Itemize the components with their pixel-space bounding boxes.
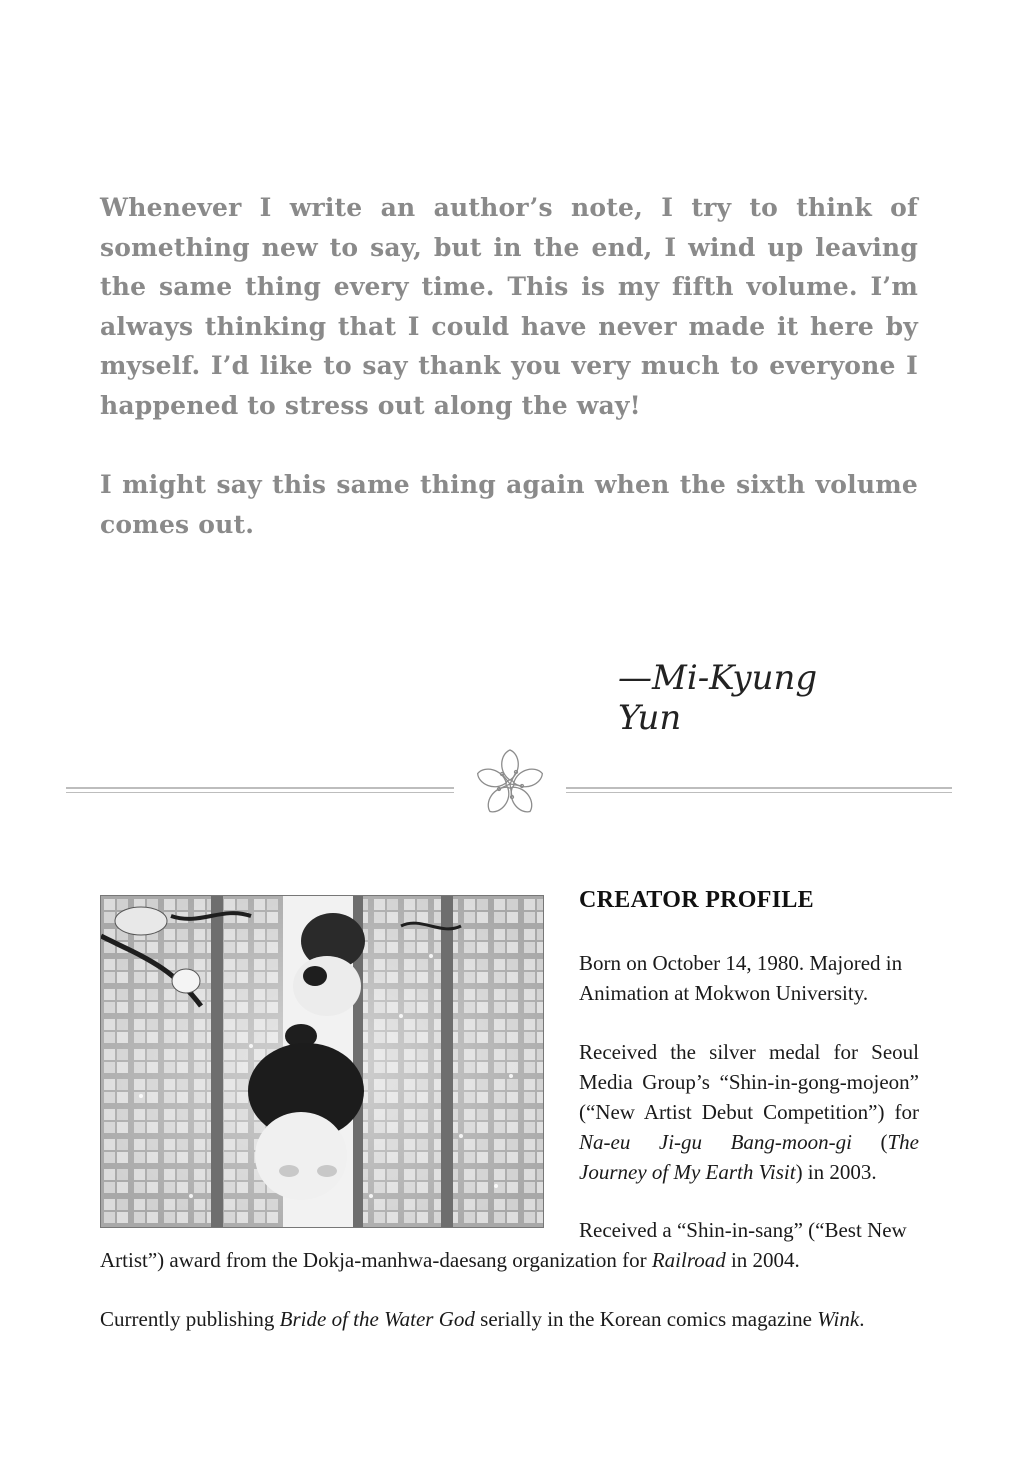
- bio-award-silver-medal: Received the silver medal for Seoul Media Group’s “Shin-in-gong-mojeon” (“New Artist Debut Competition”) for Na-eu Ji-gu Bang-moon-gi (The Journey of My Earth Visit) in 2003.: [579, 1040, 919, 1184]
- work-title-english: The Journey of My Earth Visit: [579, 1130, 919, 1184]
- author-signature: —Mi-Kyung Yun: [618, 658, 818, 738]
- divider-left: [66, 778, 454, 802]
- work-title-korean: Na-eu Ji-gu Bang-moon-gi: [579, 1130, 852, 1154]
- creator-profile-heading: CREATOR PROFILE: [579, 887, 814, 913]
- work-title-bride: Bride of the Water God: [279, 1307, 475, 1331]
- magazine-title: Wink: [817, 1307, 860, 1331]
- divider-right: [566, 778, 952, 802]
- note-paragraph-1: Whenever I write an author’s note, I try to think of something new to say, but in the end, I wind up leaving the same thing every time. This is my fifth volume. I’m always thinking that I could have never made it here by myself. I’d like to say thank you very much to everyone I happened to stress out along the way!: [100, 193, 918, 420]
- bio-award-best-new-artist-line2: Artist”) award from the Dokja-manhwa-daesang organization for Railroad in 2004.: [100, 1248, 800, 1272]
- note-paragraph-2: I might say this same thing again when the sixth volume comes out.: [100, 470, 918, 539]
- bio-current-publication: Currently publishing Bride of the Water God serially in the Korean comics magazine Wink.: [100, 1307, 865, 1331]
- bio-award-best-new-artist-line1: Received a “Shin-in-sang” (“Best New: [579, 1218, 907, 1242]
- bio-birth: Born on October 14, 1980. Majored in Animation at Mokwon University.: [579, 951, 903, 1005]
- work-title-railroad: Railroad: [651, 1248, 726, 1272]
- authors-note: [100, 188, 918, 584]
- plum-blossom-icon: [468, 740, 552, 824]
- creator-illustration: [100, 895, 544, 1228]
